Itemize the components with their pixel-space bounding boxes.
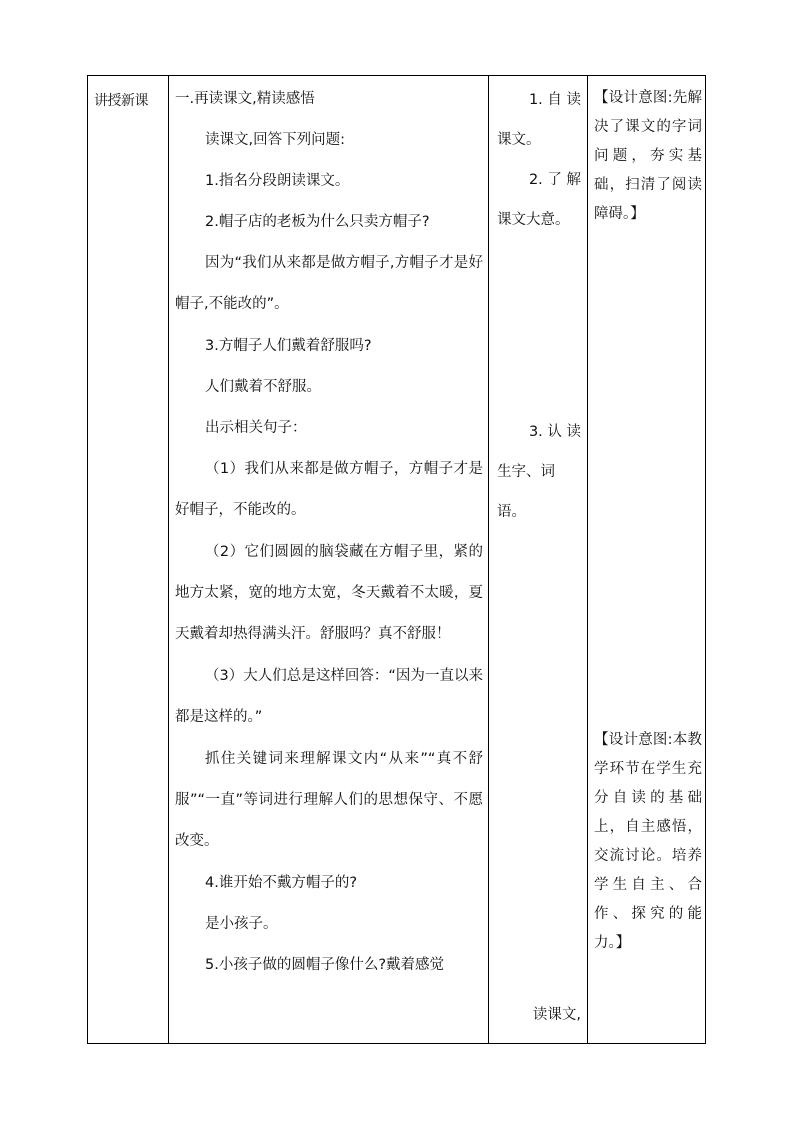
paragraph: 人们戴着不舒服。: [205, 379, 321, 395]
paragraph: （3）大人们总是这样回答：“因为一直以来都是这样的。”: [175, 668, 483, 725]
paragraph: 出示相关句子：: [205, 420, 307, 436]
paragraph: 4.谁开始不戴方帽子的?: [205, 875, 358, 891]
stage-label: 讲授新课: [94, 93, 148, 109]
activity-cell: [489, 76, 587, 1043]
paragraph: （1）我们从来都是做方帽子，方帽子才是好帽子，不能改的。: [175, 461, 483, 518]
paragraph: 读课文,回答下列问题:: [205, 132, 345, 148]
stage-cell: [88, 76, 168, 1043]
paragraph: 3.方帽子人们戴着舒服吗?: [205, 338, 372, 354]
paragraph: 1.指名分段朗读课文。: [205, 173, 350, 189]
paragraph: 5.小孩子做的圆帽子像什么?戴着感觉: [205, 957, 445, 973]
lesson-plan-table: [87, 75, 706, 1044]
content-cell: [169, 76, 488, 1043]
paragraph: （2）它们圆圆的脑袋藏在方帽子里，紧的地方太紧，宽的地方太宽，冬天戴着不太暖，夏天戴着却热得满头汗。舒服吗？真不舒服！: [175, 544, 483, 642]
activity-item: 读课文,: [532, 1007, 581, 1023]
design-intent-note: 【设计意图:先解决了课文的字词问题，夯实基础，扫清了阅读障碍。】: [594, 90, 702, 222]
activity-item: 3. 认 读 生字、词语。: [497, 424, 581, 520]
lesson-content: [175, 89, 483, 996]
paragraph: 因为“我们从来都是做方帽子,方帽子才是好帽子,不能改的”。: [175, 255, 483, 312]
design-intent-cell: [588, 76, 706, 1043]
activity-item: 1. 自 读 课文。 2. 了 解 课文大意。: [497, 92, 581, 228]
design-intent-note: 【设计意图:本教学环节在学生充分自读的基础上，自主感悟，交流讨论。培养学生自主、合作、探究的能力。】: [594, 732, 702, 951]
paragraph: 抓住关键词来理解课文内“从来”“真不舒服”“一直”等词进行理解人们的思想保守、不愿改变。: [175, 751, 483, 849]
paragraph: 是小孩子。: [205, 916, 278, 932]
section-heading: 一.再读课文,精读感悟: [175, 91, 315, 107]
paragraph: 2.帽子店的老板为什么只卖方帽子?: [205, 214, 430, 230]
